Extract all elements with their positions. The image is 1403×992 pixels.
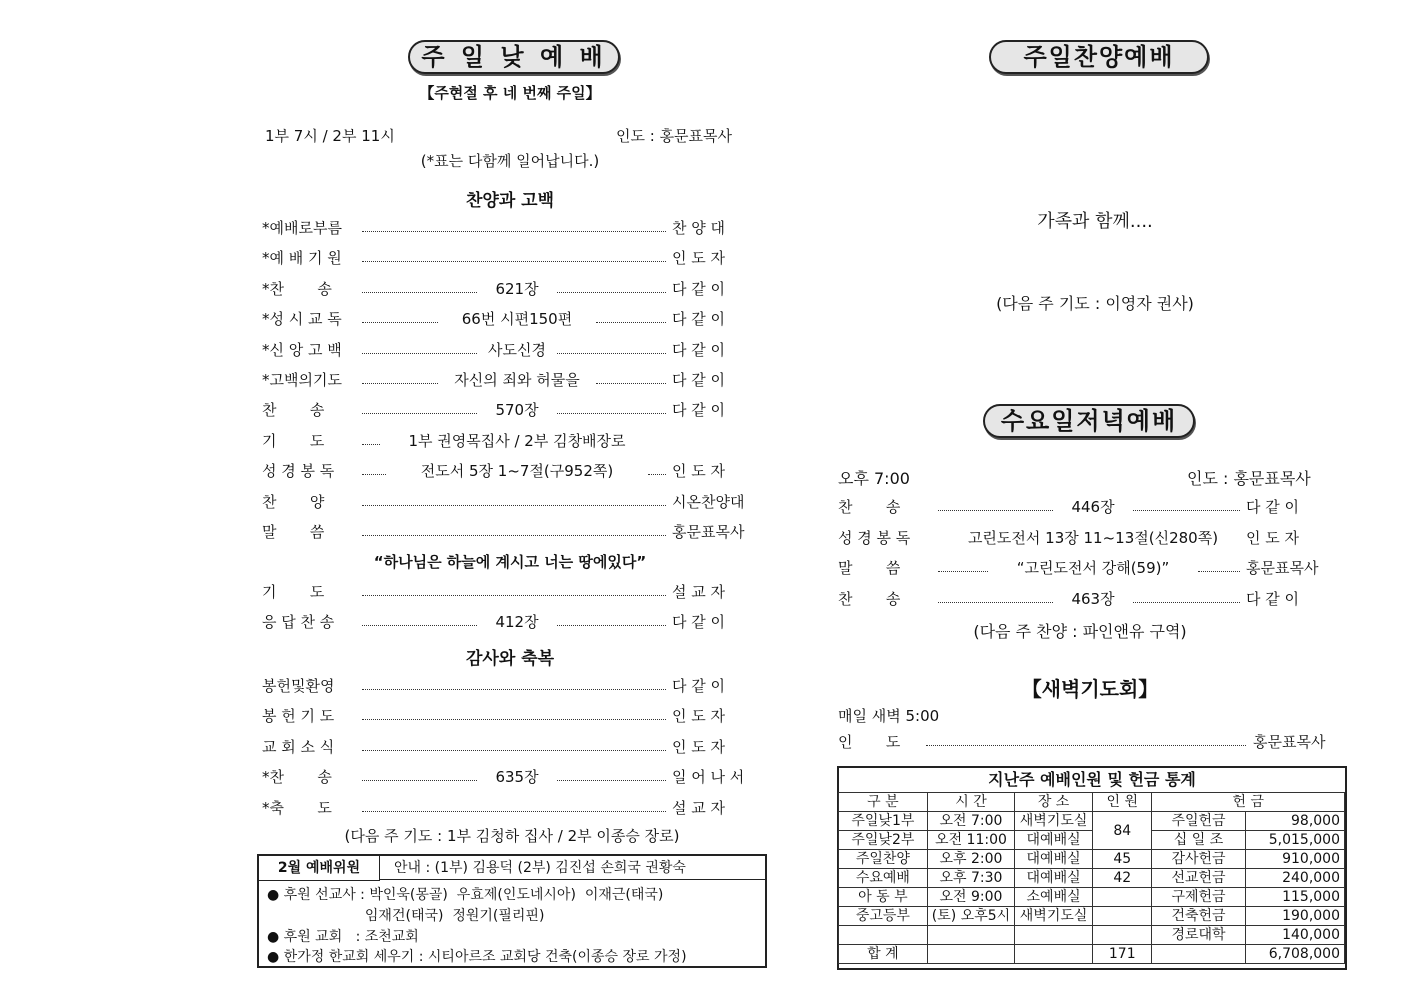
order-row [262,218,764,238]
wednesday-service-title: 수요일저녁예배 [983,404,1195,438]
row-who: 다 같 이 [1246,589,1300,608]
order-row [262,522,764,542]
order-row [262,400,764,420]
row-label: 인 도 [838,733,901,751]
row-label: 찬 양 [262,492,325,511]
row-who: 찬 양 대 [672,219,726,237]
table-cell: 십 일 조 [1152,831,1245,850]
table-cell: 주일찬양 [839,850,928,869]
dots-leader [557,625,666,626]
row-content: 635장 [495,768,539,787]
table-cell: 84 [1093,812,1152,850]
order-row [262,279,764,299]
stats-table [838,792,1345,964]
table-cell: 45 [1093,850,1152,869]
wednesday-time: 오후 7:00 [838,469,910,488]
sermon-title: “하나님은 하늘에 계시고 너는 땅에있다” [373,553,647,571]
dots-leader [1133,602,1240,603]
table-cell: 장 소 [1015,793,1093,812]
dots-leader [938,571,988,572]
table-cell: 910,000 [1245,850,1344,869]
order-row [262,612,764,632]
row-who: 인 도 자 [1246,528,1300,547]
row-who: 다 같 이 [672,613,726,631]
table-row [839,926,1345,945]
row-content: 446장 [1071,498,1115,516]
order-row [838,528,1338,548]
row-who: 다 같 이 [672,279,726,298]
row-label: *성 시 교 독 [262,310,342,329]
row-who: 다 같 이 [672,677,726,695]
row-who: 인 도 자 [672,249,726,268]
table-row [839,907,1345,926]
row-label: 봉 헌 기 도 [262,707,335,726]
row-label: 성 경 봉 독 [838,528,911,547]
table-row [839,831,1345,850]
table-cell: 오후 7:30 [927,869,1014,888]
committee-line: ● 후원 선교사 : 박인욱(몽골) 우효제(인도네시아) 이재근(태국) [267,887,664,903]
order-row [262,370,764,390]
next-week-prayer: (다음 주 기도 : 1부 김청하 집사 / 2부 이종승 장로) [344,827,680,845]
table-cell: 경로대학 [1152,926,1245,945]
table-cell: 42 [1093,869,1152,888]
dots-leader [362,535,666,536]
row-who: 홍문표목사 [1253,733,1326,751]
row-content: 412장 [495,613,539,631]
dots-leader [362,625,477,626]
table-cell: 대예배실 [1015,850,1093,869]
service-times: 1부 7시 / 2부 11시 [265,127,395,145]
table-cell: 시 간 [927,793,1014,812]
row-who: 다 같 이 [1246,498,1300,516]
row-label: *예 배 기 원 [262,249,342,268]
stats-table-box [837,766,1347,970]
dots-leader [938,510,1053,511]
dots-leader [362,811,666,812]
stats-title: 지난주 예배인원 및 헌금 통계 [839,768,1345,793]
row-who: 설 교 자 [672,583,726,601]
order-row [262,461,764,481]
table-cell: 구 분 [839,793,928,812]
table-cell: 오후 2:00 [927,850,1014,869]
dawn-time: 매일 새벽 5:00 [838,707,940,725]
dots-leader [362,689,666,690]
order-row [262,582,764,602]
table-cell: 140,000 [1245,926,1344,945]
service-leader: 인도 : 홍문표목사 [616,127,733,145]
committee-header-left: 2월 예배위원 [259,856,380,881]
committee-line: ● 후원 교회 : 조천교회 [267,929,419,945]
table-cell: 주일낮2부 [839,831,928,850]
dots-leader [362,292,477,293]
table-cell: 합 계 [839,945,928,964]
row-label: 찬 송 [262,401,325,420]
order-row [262,737,764,757]
family-text: 가족과 함께.... [1037,211,1153,232]
dots-leader [557,780,666,781]
row-who: 인 도 자 [672,462,726,481]
row-content: 570장 [495,401,539,420]
dots-leader [362,719,666,720]
committee-header-right: 안내 : (1부) 김용덕 (2부) 김진섭 손희국 권황숙 [380,856,765,880]
table-cell: 6,708,000 [1245,945,1344,964]
sunday-praise-title: 주일찬양예배 [989,40,1209,74]
table-cell: 대예배실 [1015,831,1093,850]
row-label: 교 회 소 식 [262,737,335,756]
table-cell: 대예배실 [1015,869,1093,888]
table-cell [1093,907,1152,926]
dots-leader [557,413,666,414]
row-who: 홍문표목사 [1246,559,1319,577]
table-cell [927,926,1014,945]
row-content: 66번 시편150편 [461,310,573,329]
row-who: 인 도 자 [672,737,726,756]
table-cell: 헌 금 [1152,793,1345,812]
row-label: 찬 송 [838,589,901,608]
table-cell: 아 동 부 [839,888,928,907]
row-content: 1부 권영목집사 / 2부 김창배장로 [408,431,626,450]
table-cell: 98,000 [1245,812,1344,831]
row-who: 일 어 나 서 [672,768,745,787]
table-cell: 오전 7:00 [927,812,1014,831]
row-who: 다 같 이 [672,371,726,389]
order-row [838,589,1338,609]
row-label: *예배로부름 [262,219,342,237]
table-cell: 새벽기도실 [1015,907,1093,926]
dots-leader [362,444,380,445]
row-label: 기 도 [262,583,325,601]
table-header-row [839,793,1345,812]
row-label: *신 앙 고 백 [262,340,342,359]
row-label: *고백의기도 [262,371,342,389]
committee-box [257,854,767,968]
row-who: 설 교 자 [672,798,726,817]
dots-leader [596,322,666,323]
dots-leader [557,292,666,293]
table-cell: 190,000 [1245,907,1344,926]
table-cell: 5,015,000 [1245,831,1344,850]
order-row [262,340,764,360]
dawn-leader-row [838,732,1338,752]
order-row [262,492,764,512]
row-label: 성 경 봉 독 [262,462,335,481]
dots-leader [362,505,666,506]
dots-leader [362,413,477,414]
order-row [262,706,764,726]
dots-leader [362,474,386,475]
next-week-prayer-right: (다음 주 기도 : 이영자 권사) [996,294,1194,313]
table-cell [1015,945,1093,964]
committee-line: ● 한가정 한교회 세우기 : 시티아르조 교회당 건축(이종승 장로 가정) [267,949,687,965]
table-cell: 감사헌금 [1152,850,1245,869]
row-label: *찬 송 [262,279,332,298]
dots-leader [362,595,666,596]
table-row [839,850,1345,869]
dots-leader [557,353,666,354]
table-cell [1093,888,1152,907]
order-row [262,798,764,818]
row-content: “고린도전서 강해(59)” [1016,559,1170,577]
dots-leader [362,261,666,262]
row-who: 다 같 이 [672,401,726,420]
table-cell [1015,926,1093,945]
wednesday-leader: 인도 : 홍문표목사 [1187,469,1311,488]
table-row [839,812,1345,831]
table-cell: 240,000 [1245,869,1344,888]
table-cell [927,945,1014,964]
table-cell: 주일낮1부 [839,812,928,831]
standing-notice: (*표는 다함께 일어납니다.) [420,152,600,170]
dots-leader [362,750,666,751]
row-who: 다 같 이 [672,310,726,329]
subtitle: 【주현절 후 네 번째 주일】 [419,84,601,102]
row-label: *찬 송 [262,768,332,787]
table-row [839,888,1345,907]
table-cell [1093,926,1152,945]
table-cell: (토) 오후5시 [927,907,1014,926]
row-label: 말 씀 [262,523,325,541]
row-label: 찬 송 [838,498,901,516]
committee-line: 임재건(태국) 정원기(필리핀) [267,908,545,924]
table-cell: 소예배실 [1015,888,1093,907]
row-content: 사도신경 [488,340,546,359]
table-cell [1152,945,1245,964]
row-label: 말 씀 [838,559,901,577]
row-content: 자신의 죄와 허물을 [454,371,580,389]
table-cell [839,926,928,945]
table-cell: 115,000 [1245,888,1344,907]
row-who: 시온찬양대 [672,492,745,511]
table-cell: 선교헌금 [1152,869,1245,888]
table-cell: 새벽기도실 [1015,812,1093,831]
row-content: 621장 [495,279,539,298]
table-row [839,869,1345,888]
row-content: 463장 [1071,589,1115,608]
table-total-row [839,945,1345,964]
table-cell: 인 원 [1093,793,1152,812]
section-praise-confession: 찬양과 고백 [465,191,555,211]
dots-leader [1198,571,1240,572]
order-row [838,558,1338,578]
order-row [262,248,764,268]
dots-leader [362,780,477,781]
order-row [262,676,764,696]
dots-leader [596,383,666,384]
row-label: 기 도 [262,431,325,450]
table-cell: 수요예배 [839,869,928,888]
dots-leader [926,745,1246,746]
dots-leader [362,322,438,323]
table-cell: 171 [1093,945,1152,964]
sunday-service-title: 주 일 낮 예 배 [408,40,620,74]
dots-leader [648,474,666,475]
row-content: 전도서 5장 1~7절(구952쪽) [420,462,614,481]
row-who: 다 같 이 [672,340,726,359]
table-cell: 건축헌금 [1152,907,1245,926]
dots-leader [362,231,666,232]
row-who: 인 도 자 [672,707,726,726]
order-row [262,767,764,787]
table-cell: 구제헌금 [1152,888,1245,907]
dots-leader [362,383,438,384]
table-cell: 오전 11:00 [927,831,1014,850]
dots-leader [362,353,477,354]
dots-leader [938,602,1053,603]
row-label: *축 도 [262,798,332,817]
row-label: 응 답 찬 송 [262,613,335,631]
table-cell: 오전 9:00 [927,888,1014,907]
next-week-praise: (다음 주 찬양 : 파인앤유 구역) [973,622,1187,641]
table-cell: 주일헌금 [1152,812,1245,831]
order-row [262,309,764,329]
order-row [838,497,1338,517]
table-cell: 중고등부 [839,907,928,926]
dots-leader [1133,510,1240,511]
section-thanks-blessing: 감사와 축복 [465,649,555,669]
row-label: 봉헌및환영 [262,677,335,695]
row-content: 고린도전서 13장 11~13절(신280쪽) [967,528,1219,547]
order-row [262,431,764,451]
row-who: 홍문표목사 [672,523,745,541]
dawn-prayer-title: 【새벽기도회】 [1021,677,1159,701]
